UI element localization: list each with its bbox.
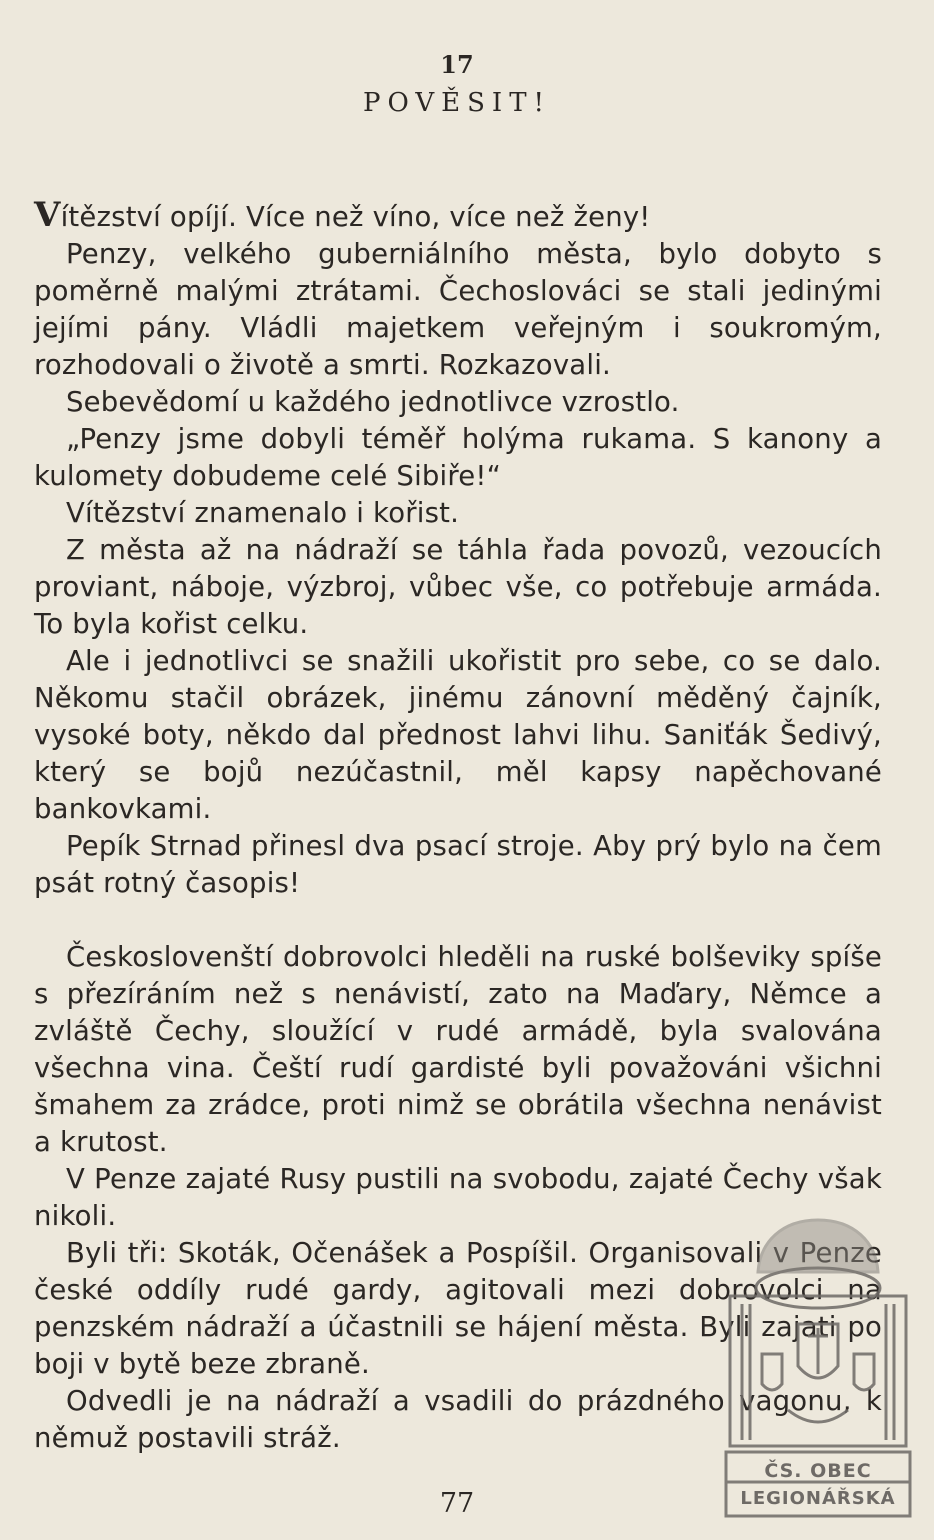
chapter-title: POVĚSIT!: [363, 88, 551, 118]
drop-cap: V: [34, 195, 61, 235]
paragraph-text: ítězství opíjí. Více než víno, více než ženy!: [60, 201, 651, 233]
paragraph: Penzy, velkého guberniálního města, bylo dobyto s poměrně malými ztrátami. Čechoslováci se stali jedinými jejími pány. Vládli majetkem veřejným i soukromým, rozhodovali o životě a smrti. Rozkazovali.: [34, 238, 882, 381]
paragraph: Z města až na nádraží se táhla řada povozů, vezoucích proviant, náboje, výzbroj, vůbec vše, co potřebuje armáda. To byla kořist celku.: [34, 534, 882, 640]
paragraph: Byli tři: Skoták, Očenášek a Pospíšil. Organisovali v Penze české oddíly rudé gardy, agitovali mezi dobrovolci na penzském nádraží a účastnili se hájení města. Byli zajati po boji v bytě beze zbraně.: [34, 1237, 882, 1380]
paragraph: Ale i jednotlivci se snažili ukořistit pro sebe, co se dalo. Někomu stačil obrázek, jinému zánovní měděný čajník, vysoké boty, někdo dal přednost lahvi lihu. Saniťák Šedivý, který se bojů nezúčastnil, měl kapsy napěchované bankovkami.: [34, 645, 882, 825]
paragraph: [34, 197, 882, 236]
paragraph: Vítězství znamenalo i kořist.: [66, 497, 460, 529]
library-stamp: [722, 1214, 914, 1520]
paragraph: Českoslovenští dobrovolci hleděli na ruské bolševiky spíše s přezíráním než s nenávistí, zato na Maďary, Němce a zvláště Čechy, sloužící v rudé armádě, byla svalována všechna vina. Čeští rudí gardisté byli považováni všichni šmahem za zrádce, proti nimž se obrátila všechna nenávist a krutost.: [34, 941, 882, 1158]
paragraph: „Penzy jsme dobyli téměř holýma rukama. S kanony a kulomety dobudeme celé Sibiře!“: [34, 423, 882, 492]
paragraph: Sebevědomí u každého jednotlivce vzrostlo.: [66, 386, 680, 418]
paragraph: V Penze zajaté Rusy pustili na svobodu, zajaté Čechy však nikoli.: [34, 1163, 882, 1232]
stamp-text-line1: ČS. OBEC: [764, 1460, 872, 1482]
paragraph: Pepík Strnad přinesl dva psací stroje. Aby prý bylo na čem psát rotný časopis!: [34, 830, 882, 899]
stamp-text-line2: LEGIONÁŘSKÁ: [740, 1488, 896, 1509]
chapter-number: 17: [440, 50, 474, 79]
paragraph: Odvedli je na nádraží a vsadili do prázdného vagonu, k němuž postavili stráž.: [34, 1385, 882, 1454]
page-number: 77: [439, 1488, 475, 1519]
